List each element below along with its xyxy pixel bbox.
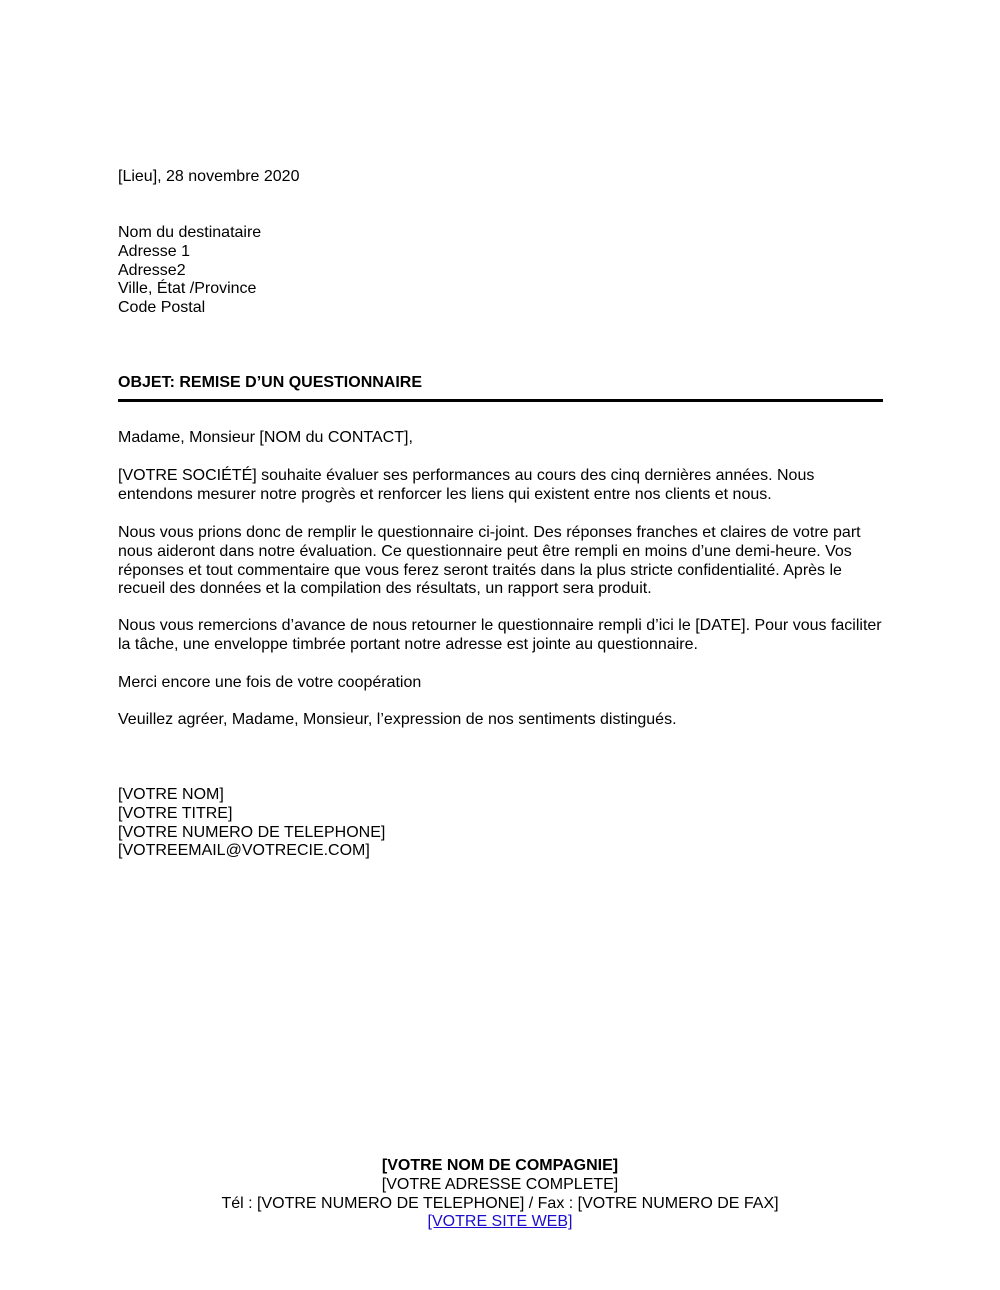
recipient-address	[118, 224, 884, 318]
signature-name: [VOTRE NOM]	[118, 786, 224, 803]
footer-website-link[interactable]: [VOTRE SITE WEB]	[427, 1213, 573, 1231]
recipient-address1: Adresse 1	[118, 242, 191, 260]
subject-line: OBJET: REMISE D’UN QUESTIONNAIRE	[118, 374, 423, 391]
paragraph-text: Merci encore une fois de votre coopération	[118, 674, 422, 691]
signature-phone: [VOTRE NUMERO DE TELEPHONE]	[118, 823, 386, 841]
paragraph-1	[118, 467, 884, 505]
paragraph-3	[118, 617, 884, 655]
recipient-name: Nom du destinataire	[118, 224, 262, 241]
paragraph-2	[118, 524, 884, 599]
salutation-text: Madame, Monsieur [NOM du CONTACT],	[118, 429, 413, 446]
closing-formula	[118, 711, 884, 730]
signature-block	[118, 786, 884, 861]
paragraph-4	[118, 674, 884, 693]
footer-address: [VOTRE ADRESSE COMPLETE]	[381, 1175, 619, 1193]
signature-email: [VOTREEMAIL@VOTRECIE.COM]	[118, 842, 370, 860]
paragraph-text: [VOTRE SOCIÉTÉ] souhaite évaluer ses performances au cours des cinq dernières années. Nous entendons mesurer notre progrès et renforcer les liens qui existent entre nos clients et nous.	[118, 467, 815, 503]
recipient-city-state: Ville, État /Province	[118, 280, 257, 298]
letterhead-footer	[0, 1157, 1000, 1232]
recipient-address2: Adresse2	[118, 261, 186, 279]
paragraph-text: Nous vous prions donc de remplir le questionnaire ci-joint. Des réponses franches et claires de votre part nous aideront dans notre évaluation. Ce questionnaire peut être rempli en moins d’une demi-heure. Vos réponses et tout commentaire que vous ferez seront traités dans la plus stricte confidentialité. Après le recueil des données et la compilation des résultats, un rapport sera produit.	[118, 524, 861, 598]
signature-title: [VOTRE TITRE]	[118, 804, 233, 822]
salutation	[118, 429, 884, 448]
paragraph-text: Nous vous remercions d’avance de nous retourner le questionnaire rempli d’ici le [DATE]. Pour vous faciliter la tâche, une enveloppe timbrée portant notre adresse est jointe au questionnaire.	[118, 617, 882, 653]
paragraph-text: Veuillez agréer, Madame, Monsieur, l’expression de nos sentiments distingués.	[118, 711, 677, 728]
footer-contact: Tél : [VOTRE NUMERO DE TELEPHONE] / Fax : [VOTRE NUMERO DE FAX]	[221, 1194, 779, 1212]
recipient-postal-code: Code Postal	[118, 299, 206, 317]
footer-company-name: [VOTRE NOM DE COMPAGNIE]	[381, 1157, 619, 1174]
date-text: [Lieu], 28 novembre 2020	[118, 168, 300, 185]
date-line	[118, 168, 884, 187]
subject-divider	[118, 399, 883, 402]
